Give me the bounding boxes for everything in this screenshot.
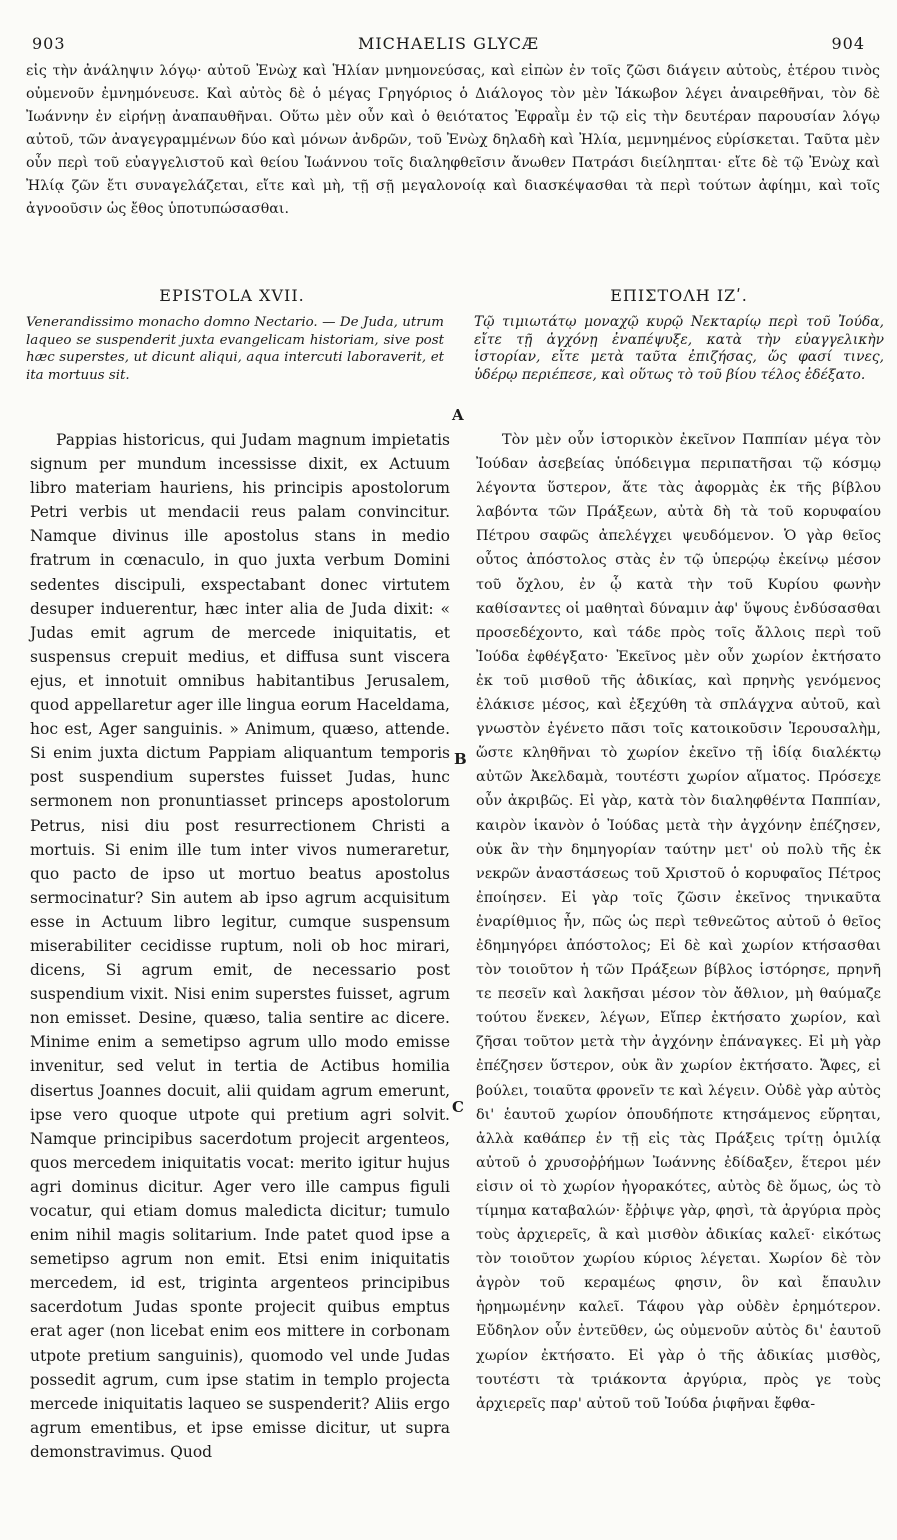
latin-epistle-title: EPISTOLA XVII.	[159, 286, 305, 305]
greek-summary-text: Τῷ τιμιωτάτῳ μοναχῷ κυρῷ Νεκταρίῳ περὶ τοῦ Ἰούδα, εἴτε τῇ ἀγχόνῃ ἐναπέψυξε, κατὰ τὴν εὐαγγελικὴν ἱστορίαν, εἴτε μετὰ ταῦτα ἐπιζήσας, ὥς φασί τινες, ὑδέρῳ περιέπεσε, καὶ οὕτως τὸ τοῦ βίου τέλος ἐδέξατο.	[474, 314, 884, 383]
intro-paragraph	[26, 60, 880, 221]
latin-column	[30, 428, 450, 1464]
running-header	[32, 34, 865, 56]
margin-marker-a: A	[452, 406, 464, 424]
page-number-right: 904	[831, 34, 865, 53]
intro-text: εἰς τὴν ἀνάληψιν λόγῳ· αὐτοῦ Ἐνὼχ καὶ Ἡλίαν μνημονεύσας, καὶ εἰπὼν ἐν τοῖς ζῶσι διάγειν αὐτοὺς, ἑτέρου τινὸς οὐμενοῦν ἐμνημόνευσε. Καὶ αὐτὸς δὲ ὁ μέγας Γρηγόριος ὁ Διάλογος τὸν μὲν Ἰάκωβον λέγει ἀναιρεθῆναι, τὸν δὲ Ἰωάννην ἐν εἰρήνῃ ἀναπαυθῆναι. Οὕτω μὲν οὖν καὶ ὁ θειότατος Ἐφραῒμ ἐν τῷ εἰς τὴν δευτέραν παρουσίαν λόγῳ αὐτοῦ, τῶν ἀναγεγραμμένων δύο καὶ μόνων ἀνδρῶν, τοῦ Ἐνὼχ δηλαδὴ καὶ Ἠλία, μεμνημένος εὑρίσκεται. Ταῦτα μὲν οὖν περὶ τοῦ εὐαγγελιστοῦ καὶ θείου Ἰωάννου τοῖς διαληφθεῖσιν ἄνωθεν Πατράσι διείληπται· εἴτε δὲ τῷ Ἐνὼχ καὶ Ἠλίᾳ ζῶν ἔτι συναγελάζεται, εἴτε καὶ μὴ, τῇ σῇ μεγαλονοίᾳ καὶ διασκέψασθαι τὰ περὶ τούτων ἀφίημι, καὶ τοῖς ἀγνοοῦσιν ὡς ἔθος ὑποτυπώσασθαι.	[26, 63, 880, 217]
latin-summary-text: Venerandissimo monacho domno Nectario. — De Juda, utrum laqueo se suspenderit juxta evangelicam historiam, sive post hæc superstes, ut dicunt aliqui, aqua intercuti laboraverit, et ita mortuus sit.	[26, 315, 444, 383]
greek-column	[476, 428, 881, 1416]
latin-summary	[26, 314, 444, 384]
margin-marker-b: B	[454, 750, 467, 768]
page-number-left: 903	[32, 34, 66, 53]
greek-epistle-title: ΕΠΙΣΤΟΛΗ ΙΖʹ.	[610, 286, 748, 305]
margin-marker-c: C	[452, 1098, 464, 1116]
greek-body-text: Τὸν μὲν οὖν ἱστορικὸν ἐκεῖνον Παππίαν μέγα τὸν Ἰούδαν ἀσεβείας ὑπόδειγμα περιπατῆσαι τῷ κόσμῳ λέγοντα ὕστερον, ἅτε τὰς ἀφορμὰς ἐκ τῆς βίβλου λαβόντα τῶν Πράξεων, αὐτὰ δὴ τὰ τοῦ κορυφαίου Πέτρου σαφῶς ἀπελέγχει ψευδόμενον. Ὁ γὰρ θεῖος οὗτος ἀπόστολος στὰς ἐν τῷ ὑπερῴῳ ἐκείνῳ μέσον τοῦ ὄχλου, ἐν ᾧ κατὰ τὴν τοῦ Κυρίου φωνὴν καθίσαντες οἱ μαθηταὶ δύναμιν ἀφ' ὕψους ἐνδύσασθαι προσεδέχοντο, καὶ τάδε πρὸς τοῖς ἄλλοις περὶ τοῦ Ἰούδα ἐφθέγξατο· Ἐκεῖνος μὲν οὖν χωρίον ἐκτήσατο ἐκ τοῦ μισθοῦ τῆς ἀδικίας, καὶ πρηνὴς γενόμενος ἐλάκισε μέσος, καὶ ἐξεχύθη τὰ σπλάγχνα αὐτοῦ, καὶ γνωστὸν ἐγένετο πᾶσι τοῖς κατοικοῦσιν Ἱερουσαλὴμ, ὥστε κληθῆναι τὸ χωρίον ἐκεῖνο τῇ ἰδίᾳ διαλέκτῳ αὐτῶν Ἀκελδαμὰ, τουτέστι χωρίον αἵματος. Πρόσεχε οὖν ἀκριβῶς. Εἰ γὰρ, κατὰ τὸν διαληφθέντα Παππίαν, καιρὸν ἱκανὸν ὁ Ἰούδας μετὰ τὴν ἀγχόνην ἐπέζησεν, οὐκ ἂν τὴν δημηγορίαν ταύτην μετ' οὐ πολὺ τῆς ἐκ νεκρῶν ἀναστάσεως τοῦ Χριστοῦ ὁ κορυφαῖος Πέτρος ἐποίησεν. Εἰ γὰρ τοῖς ζῶσιν ἐκεῖνος τηνικαῦτα ἐναρίθμιος ἦν, πῶς ὡς περὶ τεθνεῶτος αὐτοῦ ὁ θεῖος ἐδημηγόρει ἀπόστολος; Εἰ δὲ καὶ χωρίον κτήσασθαι τὸν τοιοῦτον ἡ τῶν Πράξεων βίβλος ἱστόρησε, πρηνῆ τε πεσεῖν καὶ λακῆσαι μέσον τὸν ἄθλιον, μὴ θαύμαζε τούτου ἕνεκεν, λέγων, Εἴπερ ἐκτήσατο χωρίον, καὶ ζῆσαι τοῦτον μετὰ τὴν ἀγχόνην ἐπάναγκες. Εἰ μὴ γὰρ ἐπέζησεν ὕστερον, οὐκ ἂν χωρίον ἐκτήσατο. Ἄφες, εἰ βούλει, τοιαῦτα φρονεῖν τε καὶ λέγειν. Οὐδὲ γὰρ αὐτὸς δι' ἑαυτοῦ χωρίον ὁπουδήποτε κτησάμενος εὕρηται, ἀλλὰ καθάπερ ἐν τῇ εἰς τὰς Πράξεις τρίτῃ ὁμιλίᾳ αὐτοῦ ὁ χρυσοῤῥήμων Ἰωάννης ἐδίδαξεν, ἕτεροι μέν εἰσιν οἱ τὸ χωρίον ἠγορακότες, αὐτὸς δὲ ὅμως, ὡς τὸ τίμημα καταβαλών· ἔῤῥιψε γὰρ, φησὶ, τὰ ἀργύρια πρὸς τοὺς ἀρχιερεῖς, ἃ καὶ μισθὸν ἀδικίας καλεῖ· εἰκότως τὸν τοιοῦτον χωρίου κύριος λέγεται. Χωρίον δὲ τὸν ἀγρὸν τοῦ κεραμέως φησιν, ὃν καὶ ἔπαυλιν ἠρημωμένην καλεῖ. Τάφου γὰρ οὐδὲν ἐρημότερον. Εὔδηλον οὖν ἐντεῦθεν, ὡς οὐμενοῦν αὐτὸς δι' ἑαυτοῦ χωρίον ἐκτήσατο. Εἰ γὰρ ὁ τῆς ἀδικίας μισθὸς, τουτέστι τὰ τριάκοντα ἀργύρια, πρὸς γε τοὺς ἀρχιερεῖς παρ' αὐτοῦ τοῦ Ἰούδα ῥιφῆναι ἔφθα-	[476, 432, 881, 1412]
latin-body-text: Pappias historicus, qui Judam magnum impietatis signum per mundum incessisse dixit, ex Actuum libro materiam hauriens, his principis apostolorum Petri verbis ut mendacii reus palam convincitur. Namque divinus ille apostolus stans in medio fratrum in cœnaculo, in quo juxta verbum Domini sedentes discipuli, exspectabant donec virtutem desuper induerentur, hæc inter alia de Juda dixit: « Judas emit agrum de mercede iniquitatis, et suspensus crepuit medius, et diffusa sunt viscera ejus, et innotuit omnibus habitantibus Jerusalem, quod appellaretur ager ille lingua eorum Haceldama, hoc est, Ager sanguinis. » Animum, quæso, attende. Si enim juxta dictum Pappiam aliquantum temporis post suspendium superstes fuisset Judas, hunc sermonem non pronuntiasset princeps apostolorum Petrus, nisi diu post resurrectionem Christi a mortuis. Si enim ille tum inter vivos numeraretur, quo pacto de ipso ut mortuo beatus apostolus sermocinatur? Sin autem ab ipso agrum acquisitum esse in Actuum libro legitur, cumque suspensum miserabiliter cecidisse ruptum, noli ob hoc mirari, dicens, Si agrum emit, de necessario post suspendium vixit. Nisi enim superstes fuisset, agrum non emisset. Desine, quæso, talia sentire ac dicere. Minime enim a semetipso agrum ullo modo emisse invenitur, sed velut in tertia de Actibus homilia disertus Joannes docuit, alii quidam agrum emerunt, ipse vero quoque utpote qui pretium agri solvit. Namque principibus sacerdotum projecit argenteos, quos mercedem iniquitatis vocat: merito igitur hujus agri dominus dicitur. Ager vero ille campus figuli vocatur, qui etiam domus maledicta dicitur; tumulo enim nihil magis solitarium. Inde patet quod ipse a semetipso agrum non emit. Etsi enim iniquitatis mercedem, id est, triginta argenteos principibus sacerdotum Judas sponte projecit quibus emptus erat ager (non licebat enim eos mittere in corbonam utpote pretium sanguinis), quomodo vel unde Judas possedit agrum, cum ipse statim in templo projecta mercede iniquitatis laqueo se suspenderit? Aliis ergo agrum ementibus, et ipse emisse dicitur, ut supra demonstravimus. Quod	[30, 431, 450, 1461]
greek-summary	[474, 314, 884, 384]
running-title: MICHAELIS GLYCÆ	[357, 34, 540, 53]
